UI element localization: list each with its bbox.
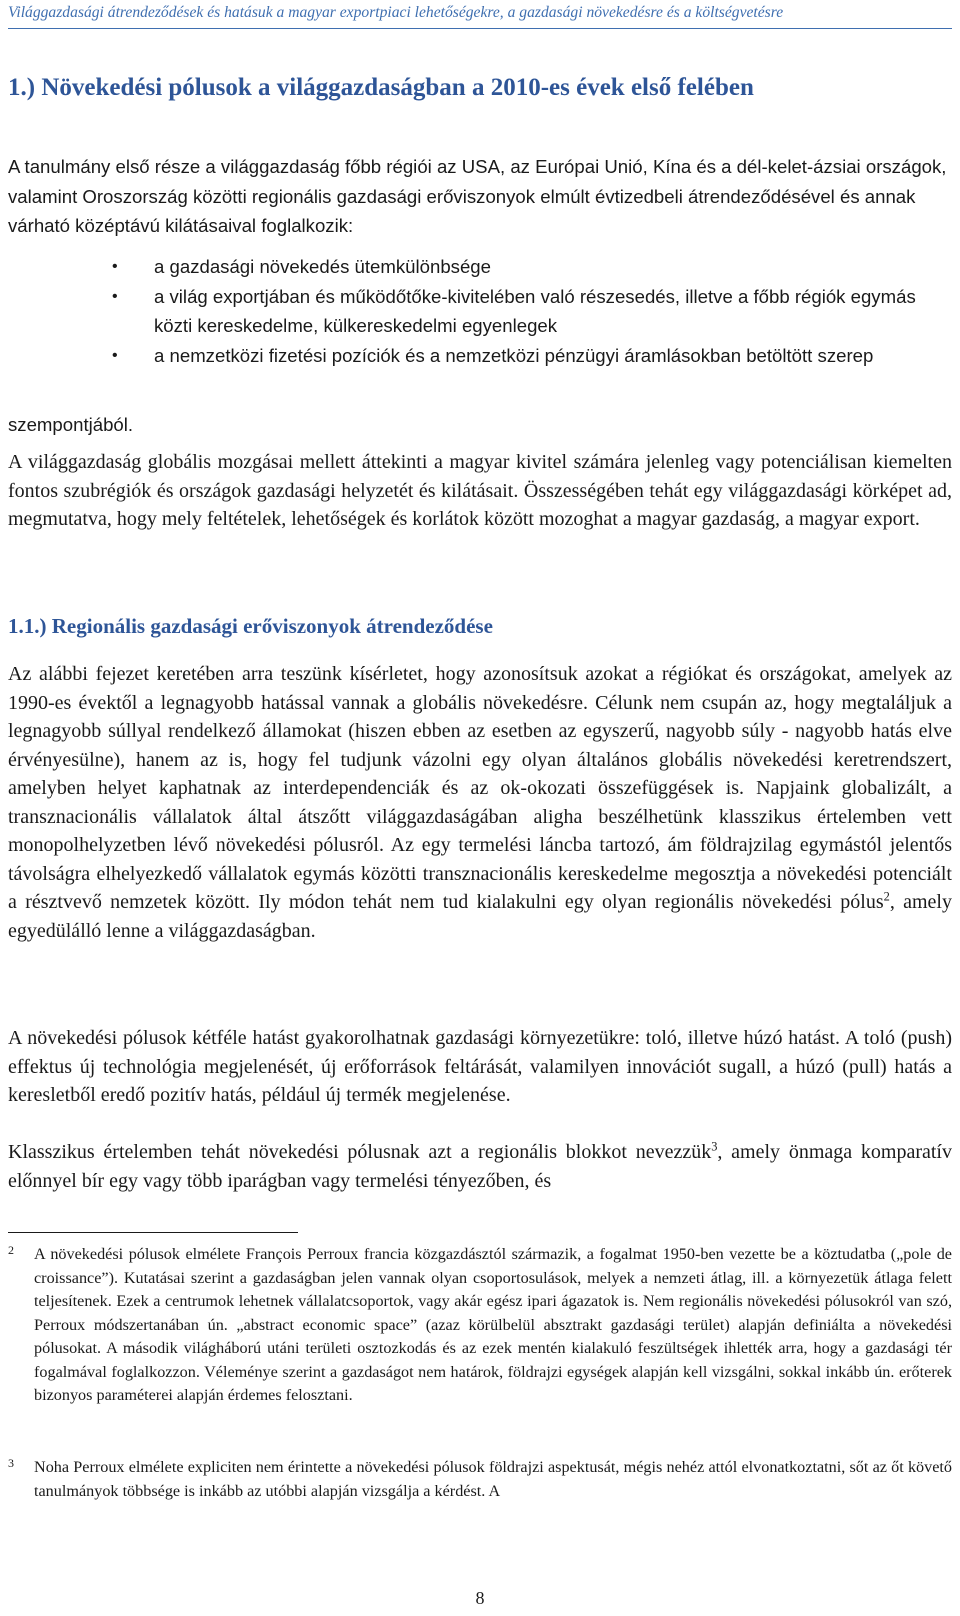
bullet-icon: •: [112, 346, 118, 364]
footnote-number: 2: [8, 1243, 14, 1257]
footnote-text: Noha Perroux elmélete expliciten nem érintette a növekedési pólusok földrajzi aspektusát, mégis nehéz attól elvonatkoztatni, sőt az őt követő tanulmányok többsége is inkább az utóbbi alapján vizsgálja a kérdést. A: [34, 1458, 952, 1500]
body-paragraph-2: A növekedési pólusok kétféle hatást gyakorolhatnak gazdasági környezetükre: toló, illetve húzó hatást. A toló (push) effektus új technológia megjelenését, új erőforrások feltárását, valamilyen innovációt sugall, a húzó (pull) hatás a keresletből eredő pozitív hatás, például új termék megjelenése.: [8, 1027, 952, 1106]
paragraph-text: Klasszikus értelemben tehát növekedési pólusnak azt a regionális blokkot nevezzük: [8, 1141, 712, 1163]
subsection-title: 1.1.) Regionális gazdasági erőviszonyok átrendeződése: [8, 614, 493, 638]
page-number: 8: [475, 1588, 485, 1608]
bullet-text: a nemzetközi fizetési pozíciók és a nemzetközi pénzügyi áramlásokban betöltött szerep: [154, 344, 874, 366]
paragraph-text: Az alábbi fejezet keretében arra teszünk kísérletet, hogy azonosítsuk azokat a régiókat és országokat, amelyek az 1990-es évektől a legnagyobb hatással vannak a globális növekedésre. Célunk nem csupán az, hogy megtaláljuk a legnagyobb súllyal rendelkező államokat (hiszen ebben az esetben az egyszerű, nagyobb súly - nagyobb hatás elve érvényesülne), hanem az is, hogy fel tudjunk vázolni egy olyan általános globális növekedési keretrendszert, amelyben helyet kaphatnak az interdependenciák és az ok-okozati összefüggések is. Napjaink globalizált, a transznacionális vállalatok által átszőtt világgazdaságában aligha beszélhetünk klasszikus értelemben vett monopolhelyzetben lévő növekedési pólusról. Az egy termelési láncba tartozó, ám földrajzilag egymástól jelentős távolságra elhelyezkedő vállalatok egymás közötti transznacionális kereskedelme megosztja a növekedési potenciált a résztvevő nemzetek között. Ily módon tehát nem tud kialakulni egy olyan regionális növekedési pólus: [8, 663, 952, 913]
footnote-number: 3: [8, 1456, 14, 1470]
bullet-text: a gazdasági növekedés ütemkülönbsége: [154, 256, 491, 277]
bullet-item: [112, 252, 932, 282]
body-paragraph-3: [8, 1138, 952, 1195]
bullet-icon: •: [112, 258, 118, 275]
paragraph-text: , amely önmaga komparatív előnnyel bír egy vagy több iparágban vagy termelési tényezőben, és: [8, 1141, 952, 1192]
footnote-2: [8, 1243, 952, 1408]
bullet-item: [112, 282, 932, 341]
body-paragraph-1: [8, 660, 952, 945]
header-rule: [8, 28, 952, 29]
bullet-list: [112, 252, 932, 370]
footnote-3: [8, 1456, 952, 1503]
bullet-icon: •: [112, 287, 118, 305]
footnote-text: A növekedési pólusok elmélete François Perroux francia közgazdásztól származik, a fogalmat 1950-ben vezette be a köztudatba („pole de croissance”). Kutatásai szerint a gazdaságban jelen vannak olyan csoportosulások, melyek a nemzeti átlag, ill. a környezetük átlaga felett teljesítenek. Ezek a centrumok lehetnek vállalatcsoportok, vagy akár egész ipari ágazatok is. Nem regionális növekedési pólusokról van szó, Perroux módszertanában ún. „abstract economic space” (azaz körülbelül absztrakt gazdasági terület) alapján definiálta a növekedési pólusokat. A második világháború utáni területi osztozkodás és az ezek mentén kialakuló feszültségek ihlették arra, hogy a gazdasági tér fogalmával foglalkozzon. Véleménye szerint a gazdaságot nem határok, földrajzi egységek alapján kell vizsgálni, sokkal inkább ún. erőterek bizonyos paraméterei alapján érdemes felosztani.: [34, 1245, 952, 1404]
section-title: 1.) Növekedési pólusok a világgazdaságban a 2010-es évek első felében: [8, 74, 754, 101]
bullet-item: [112, 341, 932, 371]
intro-paragraph: A tanulmány első része a világgazdaság főbb régiói az USA, az Európai Unió, Kína és a dél-kelet-ázsiai országok, valamint Oroszország közötti regionális gazdasági erőviszonyok elmúlt évtizedbeli átrendeződésével és annak várható középtávú kilátásaival foglalkozik:: [8, 156, 947, 236]
footnote-ref[interactable]: 2: [883, 889, 890, 904]
overview-paragraph: A világgazdaság globális mozgásai mellett áttekinti a magyar kivitel számára jelenleg vagy potenciálisan kiemelten fontos szubrégiók és országok gazdasági helyzetét és kilátásait. Összességében tehát egy világgazdasági körképet ad, megmutatva, hogy mely feltételek, lehetőségek és korlátok között mozoghat a magyar gazdaság, a magyar export.: [8, 451, 952, 530]
running-header: Világgazdasági átrendeződések és hatásuk a magyar exportpiaci lehetőségekre, a gazdasági növekedésre és a költségvetésre: [8, 4, 784, 21]
closing-word: szempontjából.: [8, 414, 134, 435]
paragraph-text: , amely egyedülálló lenne a világgazdaságban.: [8, 891, 952, 942]
bullet-text: a világ exportjában és működőtőke-kivitelében való részesedés, illetve a főbb régiók egymás közti kereskedelme, külkereskedelmi egyenlegek: [154, 285, 916, 336]
footnote-separator: [8, 1232, 298, 1233]
footnote-ref[interactable]: 3: [711, 1139, 718, 1154]
